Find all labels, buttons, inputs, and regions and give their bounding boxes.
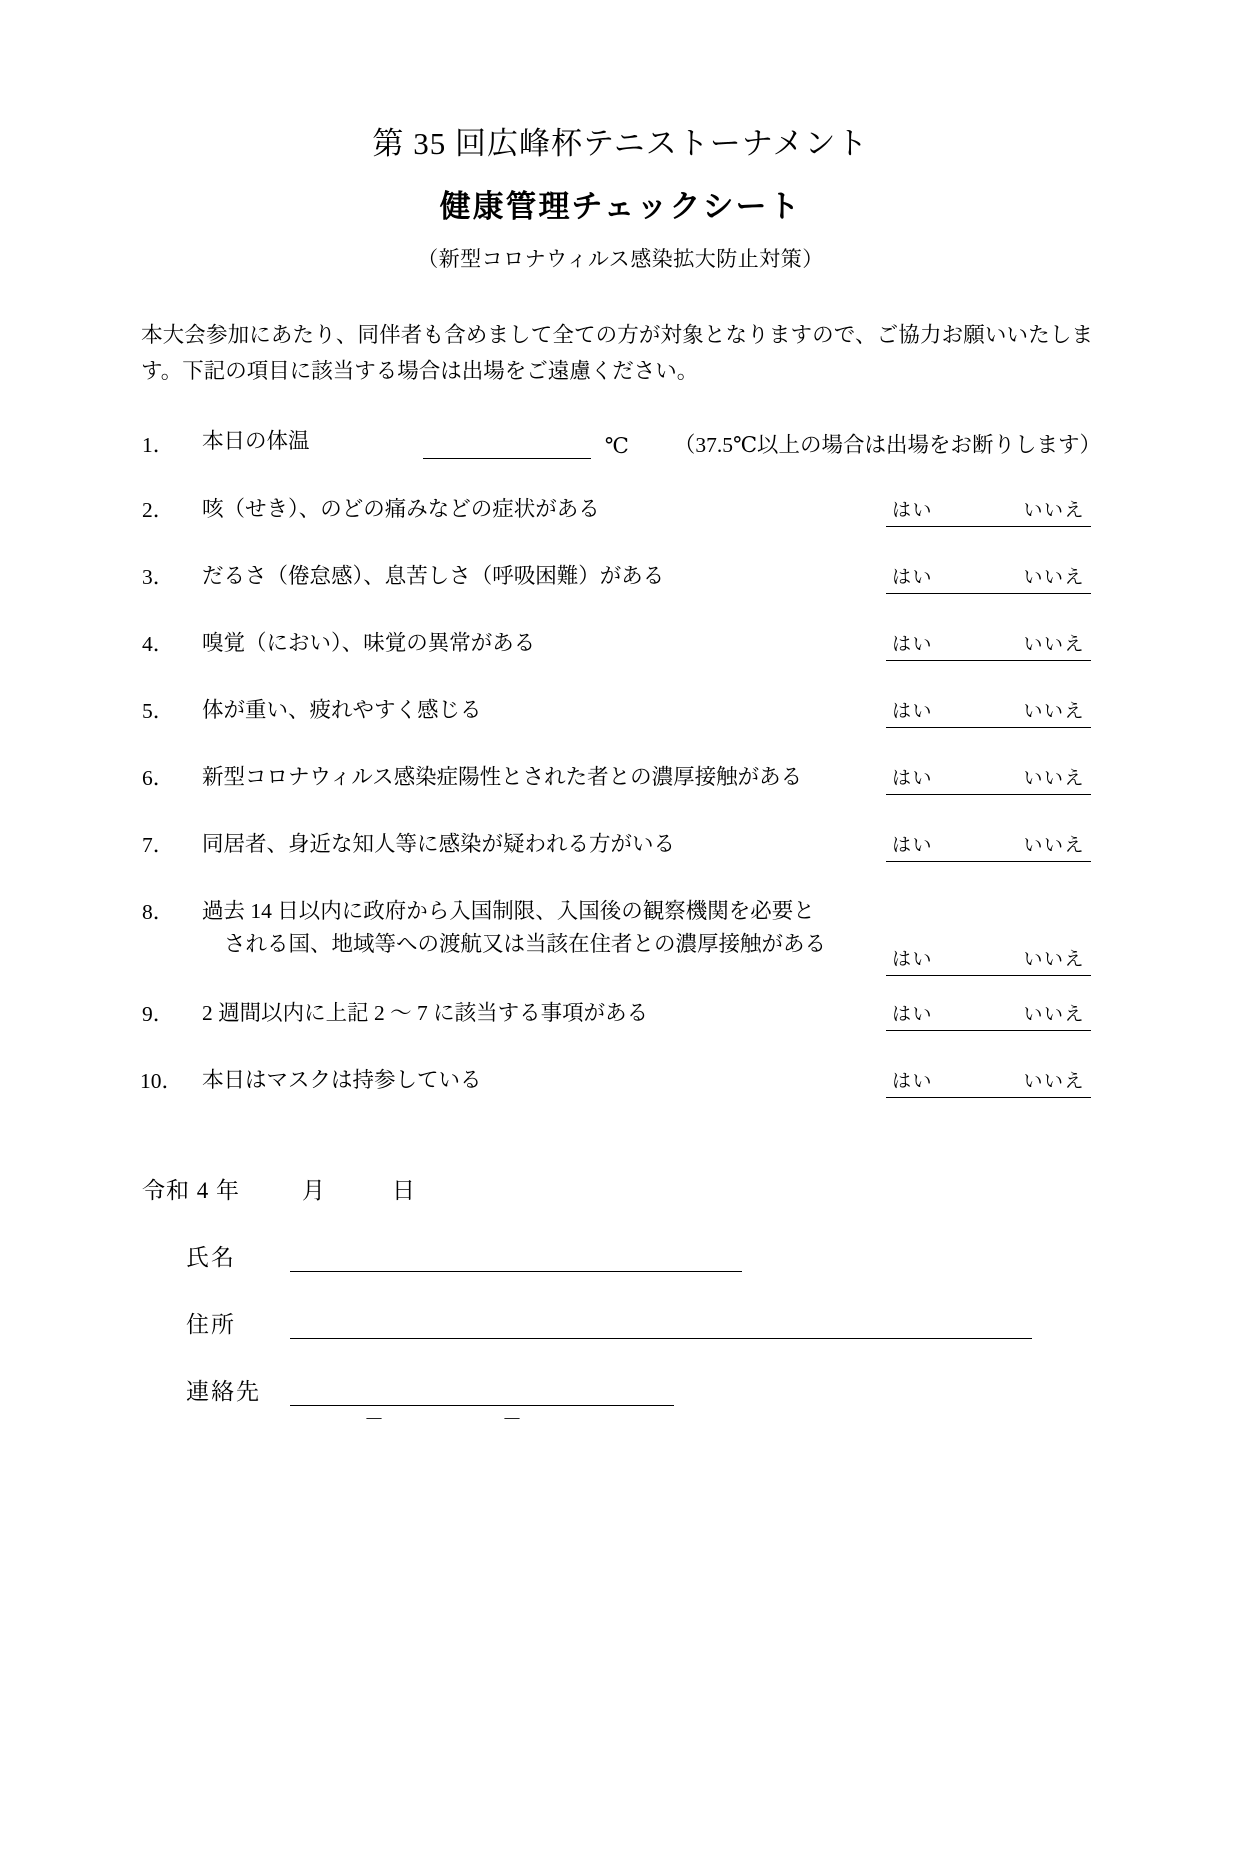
question-label: 咳（せき）、のどの痛みなどの症状がある <box>202 496 600 521</box>
question-label: 嗅覚（におい）、味覚の異常がある <box>202 630 536 655</box>
question-label: 体が重い、疲れやすく感じる <box>202 697 482 722</box>
question-row-temperature <box>140 425 1101 458</box>
question-number: 4． <box>142 631 175 656</box>
date-line <box>140 1172 1101 1205</box>
answer-choice-group[interactable] <box>886 999 1091 1031</box>
question-row <box>140 694 1101 728</box>
name-field-row <box>140 1239 1101 1272</box>
question-row <box>140 761 1101 795</box>
question-number: 10． <box>140 1069 184 1094</box>
question-number: 3． <box>142 564 175 589</box>
question-label: 2 週間以内に上記 2 ～ 7 に該当する事項がある <box>202 1001 649 1026</box>
question-label-line2: される国、地域等への渡航又は当該在住者との濃厚接触がある <box>224 931 827 956</box>
question-number: 7． <box>142 832 175 857</box>
answer-no[interactable]: いいえ <box>1023 499 1085 521</box>
question-label-line1: 過去 14 日以内に政府から入国制限、入国後の観察機関を必要と <box>202 898 815 923</box>
name-label: 氏名 <box>186 1245 236 1271</box>
answer-yes[interactable]: はい <box>892 834 934 856</box>
answer-yes[interactable]: はい <box>892 767 934 789</box>
answer-choice-group[interactable] <box>886 1066 1091 1098</box>
contact-label: 連絡先 <box>186 1379 261 1405</box>
question-number: 9． <box>142 1002 175 1027</box>
question-number: 6． <box>142 765 175 790</box>
answer-yes[interactable]: はい <box>892 948 934 970</box>
date-era-year: 令和 4 年 <box>142 1178 240 1204</box>
question-row <box>140 997 1101 1031</box>
contact-field-row <box>140 1373 1101 1432</box>
question-number: 8． <box>142 899 175 924</box>
answer-choice-group[interactable] <box>886 495 1091 527</box>
question-number: 1． <box>142 432 175 457</box>
answer-no[interactable]: いいえ <box>1023 948 1085 970</box>
question-number: 2． <box>142 497 175 522</box>
answer-yes[interactable]: はい <box>892 1071 934 1093</box>
temperature-note: （37.5℃以上の場合は出場をお断りします） <box>673 432 1101 457</box>
question-row <box>140 828 1101 862</box>
answer-no[interactable]: いいえ <box>1023 767 1085 789</box>
event-title: 第 35 回広峰杯テニストーナメント <box>372 126 869 161</box>
answer-choice-group[interactable] <box>886 562 1091 594</box>
answer-no[interactable]: いいえ <box>1023 633 1085 655</box>
address-field-row <box>140 1306 1101 1339</box>
answer-no[interactable]: いいえ <box>1023 700 1085 722</box>
answer-choice-group[interactable] <box>886 629 1091 661</box>
answer-yes[interactable]: はい <box>892 566 934 588</box>
page-title: 健康管理チェックシート <box>439 189 802 224</box>
question-list <box>140 425 1101 1098</box>
answer-no[interactable]: いいえ <box>1023 566 1085 588</box>
question-row <box>140 1064 1101 1098</box>
answer-no[interactable]: いいえ <box>1023 1071 1085 1093</box>
contact-dash-1: － <box>364 1409 384 1432</box>
question-number: 5． <box>142 698 175 723</box>
question-row <box>140 895 1101 970</box>
date-month[interactable]: 月 <box>302 1178 326 1204</box>
question-label: だるさ（倦怠感）、息苦しさ（呼吸困難）がある <box>202 563 665 588</box>
answer-no[interactable]: いいえ <box>1023 1004 1085 1026</box>
answer-choice-group[interactable] <box>886 696 1091 728</box>
question-label: 同居者、身近な知人等に感染が疑われる方がいる <box>202 831 676 856</box>
answer-no[interactable]: いいえ <box>1023 834 1085 856</box>
contact-dash-2: － <box>502 1409 522 1432</box>
answer-yes[interactable]: はい <box>892 1004 934 1026</box>
question-row <box>140 493 1101 527</box>
temperature-unit: ℃ <box>604 433 630 458</box>
answer-choice-group[interactable] <box>886 944 1091 976</box>
answer-yes[interactable]: はい <box>892 700 934 722</box>
name-input[interactable] <box>290 1251 742 1272</box>
date-day[interactable]: 日 <box>392 1178 416 1204</box>
signature-section <box>140 1172 1101 1432</box>
contact-input[interactable] <box>290 1385 674 1432</box>
answer-yes[interactable]: はい <box>892 499 934 521</box>
temperature-input[interactable] <box>423 436 591 459</box>
question-label: 新型コロナウィルス感染症陽性とされた者との濃厚接触がある <box>202 764 803 789</box>
address-label: 住所 <box>186 1312 236 1338</box>
answer-choice-group[interactable] <box>886 830 1091 862</box>
document-page <box>0 118 1241 1873</box>
document-subnote: （新型コロナウィルス感染拡大防止対策） <box>417 247 824 271</box>
question-label: 本日はマスクは持参している <box>202 1068 482 1093</box>
answer-yes[interactable]: はい <box>892 633 934 655</box>
intro-paragraph: 本大会参加にあたり、同伴者も含めまして全ての方が対象となりますので、ご協力お願いいたします。下記の項目に該当する場合は出場をご遠慮ください。 <box>141 323 1093 384</box>
address-input[interactable] <box>290 1318 1032 1339</box>
question-row <box>140 627 1101 661</box>
question-label: 本日の体温 <box>202 429 310 454</box>
question-row <box>140 560 1101 594</box>
answer-choice-group[interactable] <box>886 763 1091 795</box>
